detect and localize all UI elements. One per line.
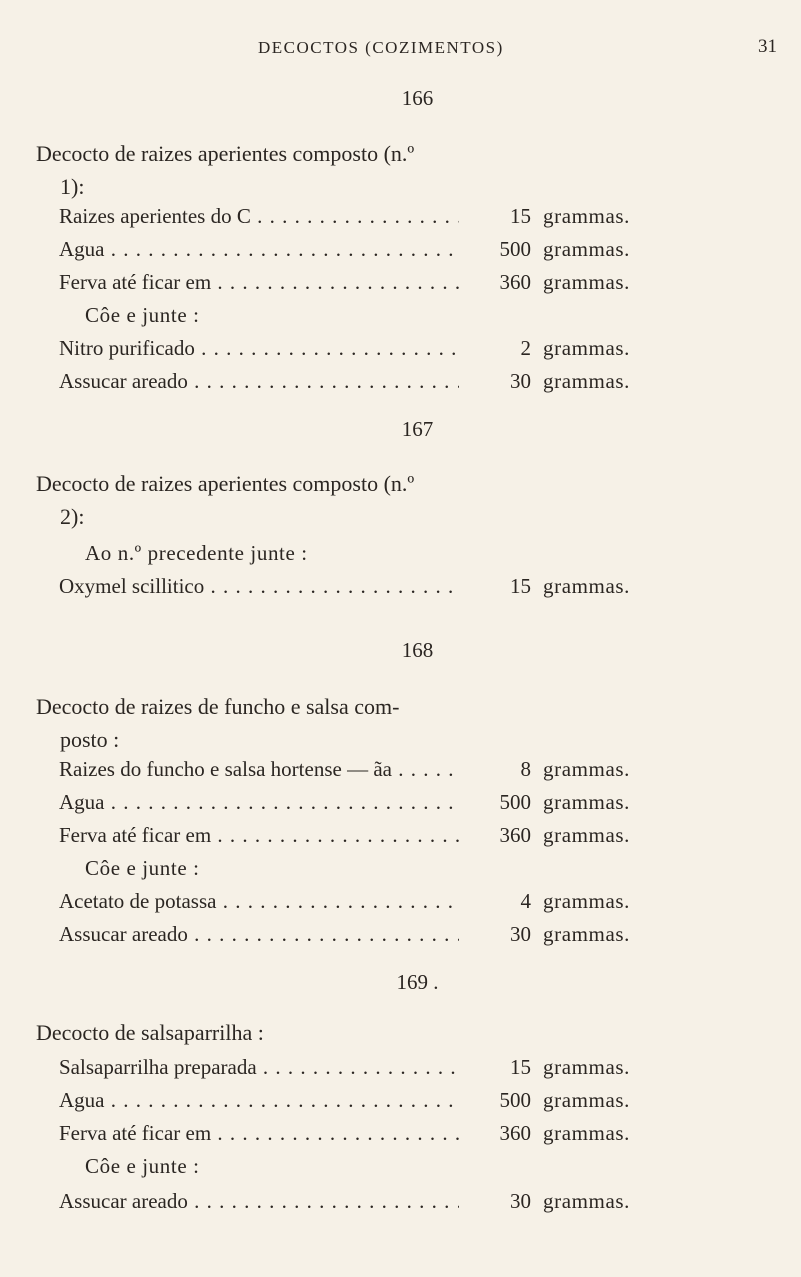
ingredient-qty: 30 bbox=[510, 369, 531, 393]
ingredient-qty: 15 bbox=[510, 1055, 531, 1079]
ingredient-qty: 30 bbox=[510, 1189, 531, 1213]
recipe-title bbox=[36, 690, 496, 756]
ingredient-name: Ferva até ficar em . . . bbox=[59, 1116, 459, 1150]
ingredient-name: Assucar areado . . . bbox=[59, 1184, 459, 1218]
running-title: DECOCTOS (COZIMENTOS) bbox=[258, 38, 504, 57]
ingredient-name: Ferva até ficar em . . . bbox=[59, 818, 459, 852]
recipe-number: 167 bbox=[401, 417, 434, 441]
ingredient-qty: 30 bbox=[510, 922, 531, 946]
ingredient-name: Salsaparrilha preparada . . . bbox=[59, 1050, 459, 1084]
ingredient-line bbox=[59, 1050, 659, 1084]
ingredient-qty: 500 bbox=[499, 790, 531, 814]
ingredient-line bbox=[59, 818, 659, 852]
ingredient-name: Agua . . . bbox=[59, 1083, 459, 1117]
ingredient-line bbox=[59, 884, 659, 918]
ingredient-name: Agua . . . bbox=[59, 785, 459, 819]
ingredient-qty: 4 bbox=[520, 889, 531, 913]
ingredient-line bbox=[59, 199, 659, 233]
ingredient-unit: grammas. bbox=[543, 1121, 631, 1145]
ingredient-unit: grammas. bbox=[543, 922, 631, 946]
ingredient-qty: 500 bbox=[499, 237, 531, 261]
ingredient-line bbox=[59, 1083, 659, 1117]
ingredient-qty: 360 bbox=[499, 823, 531, 847]
instruction: Côe e junte : bbox=[85, 303, 200, 327]
ingredient-qty: 500 bbox=[499, 1088, 531, 1112]
recipe-title-line: posto : bbox=[60, 727, 120, 752]
ingredient-unit: grammas. bbox=[543, 336, 631, 360]
recipe-title bbox=[36, 1016, 496, 1049]
running-head bbox=[0, 34, 801, 64]
instruction: Côe e junte : bbox=[85, 1154, 200, 1178]
ingredient-name: Oxymel scillitico . . . bbox=[59, 569, 459, 603]
ingredient-line bbox=[59, 265, 659, 299]
ingredient-line bbox=[59, 331, 659, 365]
recipe-title bbox=[36, 467, 496, 533]
ingredient-qty: 15 bbox=[510, 204, 531, 228]
instruction: Côe e junte : bbox=[85, 856, 200, 880]
ingredient-qty: 15 bbox=[510, 574, 531, 598]
ingredient-line bbox=[59, 569, 659, 603]
ingredient-line bbox=[59, 917, 659, 951]
recipe-title-line: 1): bbox=[60, 174, 85, 199]
ingredient-name: Assucar areado . . . bbox=[59, 917, 459, 951]
recipe-number: 169 . bbox=[396, 970, 439, 994]
ingredient-line bbox=[59, 232, 659, 266]
ingredient-unit: grammas. bbox=[543, 823, 631, 847]
recipe-title bbox=[36, 137, 496, 203]
ingredient-line bbox=[59, 364, 659, 398]
ingredient-unit: grammas. bbox=[543, 790, 631, 814]
ingredient-qty: 2 bbox=[520, 336, 531, 360]
ingredient-unit: grammas. bbox=[543, 270, 631, 294]
recipe-title-line: Decocto de salsaparrilha : bbox=[36, 1020, 264, 1045]
ingredient-unit: grammas. bbox=[543, 574, 631, 598]
ingredient-qty: 360 bbox=[499, 270, 531, 294]
recipe-number: 168 bbox=[401, 638, 434, 662]
ingredient-line bbox=[59, 1116, 659, 1150]
ingredient-unit: grammas. bbox=[543, 1189, 631, 1213]
recipe-title-line: Decocto de raizes de funcho e salsa com- bbox=[36, 694, 400, 719]
recipe-number: 166 bbox=[401, 86, 434, 110]
recipe-title-line: 2): bbox=[60, 504, 85, 529]
ingredient-unit: grammas. bbox=[543, 1055, 631, 1079]
ingredient-unit: grammas. bbox=[543, 757, 631, 781]
ingredient-name: Nitro purificado . . . bbox=[59, 331, 459, 365]
ingredient-name: Acetato de potassa . . . bbox=[59, 884, 459, 918]
instruction: Ao n.º precedente junte : bbox=[85, 541, 308, 565]
ingredient-unit: grammas. bbox=[543, 204, 631, 228]
ingredient-unit: grammas. bbox=[543, 237, 631, 261]
ingredient-line bbox=[59, 752, 659, 786]
ingredient-name: Assucar areado . . . bbox=[59, 364, 459, 398]
ingredient-unit: grammas. bbox=[543, 889, 631, 913]
ingredient-line bbox=[59, 1184, 659, 1218]
recipe-title-line: Decocto de raizes aperientes composto (n.º bbox=[36, 141, 415, 166]
ingredient-name: Ferva até ficar em . . . bbox=[59, 265, 459, 299]
ingredient-qty: 8 bbox=[520, 757, 531, 781]
page-number: 31 bbox=[758, 36, 777, 57]
ingredient-name: Agua . . . bbox=[59, 232, 459, 266]
ingredient-line bbox=[59, 785, 659, 819]
ingredient-qty: 360 bbox=[499, 1121, 531, 1145]
ingredient-unit: grammas. bbox=[543, 369, 631, 393]
ingredient-unit: grammas. bbox=[543, 1088, 631, 1112]
recipe-title-line: Decocto de raizes aperientes composto (n.º bbox=[36, 471, 415, 496]
ingredient-name: Raizes aperientes do C . . . bbox=[59, 199, 459, 233]
ingredient-name: Raizes do funcho e salsa hortense — ãa . . . bbox=[59, 752, 459, 786]
